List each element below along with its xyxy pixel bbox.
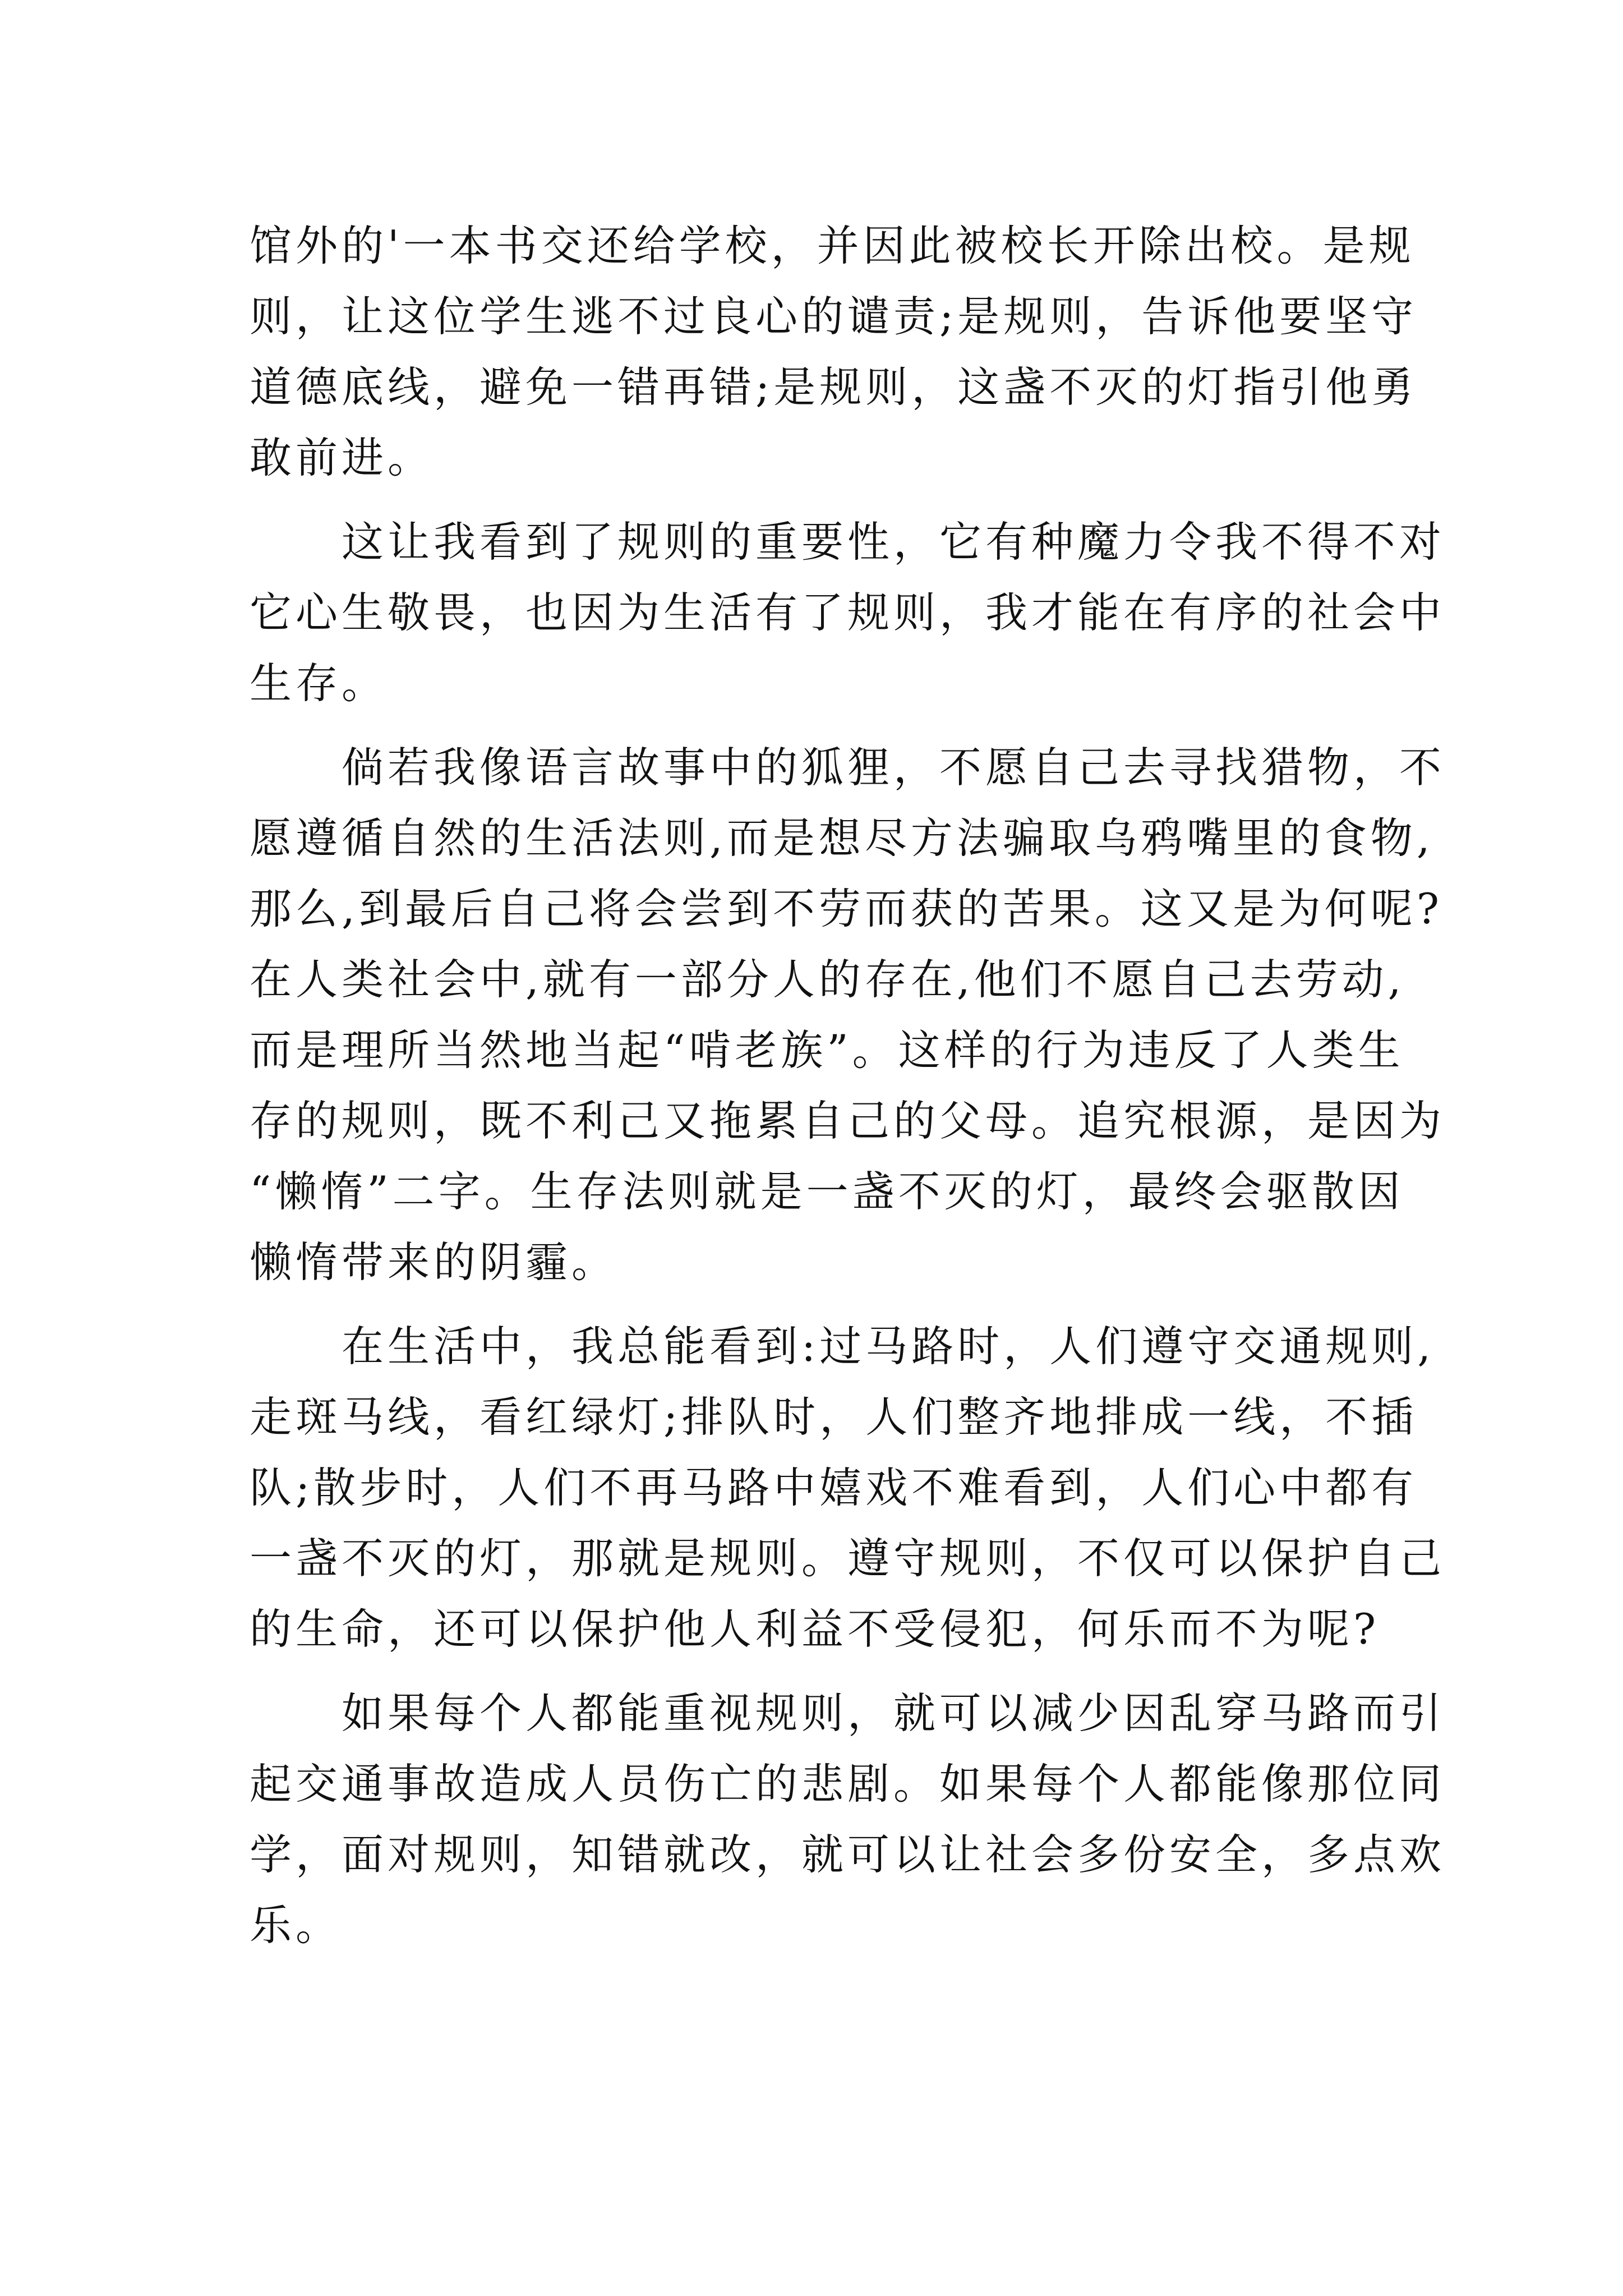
text-line: 队;散步时，人们不再马路中嬉戏不难看到，人们心中都有 bbox=[250, 1463, 1418, 1512]
text-line: 在人类社会中,就有一部分人的存在,他们不愿自己去劳动, bbox=[250, 955, 1405, 1004]
text-line: 走斑马线，看红绿灯;排队时，人们整齐地排成一线，不插 bbox=[250, 1392, 1418, 1442]
text-line: 道德底线，避免一错再错;是规则，这盏不灭的灯指引他勇 bbox=[250, 362, 1418, 412]
text-line: 懒惰带来的阴霾。 bbox=[250, 1237, 618, 1287]
text-line: 它心生敬畏，也因为生活有了规则，我才能在有序的社会中 bbox=[250, 588, 1446, 637]
paragraph-2 bbox=[250, 507, 1446, 719]
paragraph-5 bbox=[250, 1678, 1446, 1961]
text-line: 这让我看到了规则的重要性，它有种魔力令我不得不对 bbox=[250, 517, 1446, 567]
paragraph-4 bbox=[250, 1311, 1446, 1664]
document-body bbox=[250, 210, 1446, 1961]
text-line: 在生活中，我总能看到:过马路时，人们遵守交通规则, bbox=[250, 1322, 1435, 1371]
text-line: 则，让这位学生逃不过良心的谴责;是规则，告诉他要坚守 bbox=[250, 292, 1418, 341]
text-line: 生存。 bbox=[250, 659, 388, 708]
text-line: 敢前进。 bbox=[250, 433, 434, 482]
text-line: 馆外的'一本书交还给学校，并因此被校长开除出校。是规 bbox=[250, 221, 1415, 270]
text-line: 而是理所当然地当起“啃老族”。这样的行为违反了人类生 bbox=[250, 1025, 1404, 1075]
paragraph-3 bbox=[250, 732, 1446, 1297]
text-line: “懒惰”二字。生存法则就是一盏不灭的灯，最终会驱散因 bbox=[250, 1167, 1404, 1216]
text-line: 存的规则，既不利己又拖累自己的父母。追究根源，是因为 bbox=[250, 1096, 1446, 1145]
text-line: 那么,到最后自己将会尝到不劳而获的苦果。这又是为何呢? bbox=[250, 884, 1444, 933]
text-line: 一盏不灭的灯，那就是规则。遵守规则，不仅可以保护自己 bbox=[250, 1534, 1446, 1583]
text-line: 乐。 bbox=[250, 1901, 342, 1950]
paragraph-1 bbox=[250, 210, 1418, 493]
text-line: 如果每个人都能重视规则，就可以减少因乱穿马路而引 bbox=[250, 1688, 1446, 1738]
text-line: 愿遵循自然的生活法则,而是想尽方法骗取乌鸦嘴里的食物, bbox=[250, 813, 1434, 863]
text-line: 起交通事故造成人员伤亡的悲剧。如果每个人都能像那位同 bbox=[250, 1759, 1446, 1809]
text-line: 学，面对规则，知错就改，就可以让社会多份安全，多点欢 bbox=[250, 1830, 1446, 1879]
text-line: 倘若我像语言故事中的狐狸，不愿自己去寻找猎物，不 bbox=[250, 743, 1446, 792]
text-line: 的生命，还可以保护他人利益不受侵犯，何乐而不为呢? bbox=[250, 1604, 1380, 1654]
